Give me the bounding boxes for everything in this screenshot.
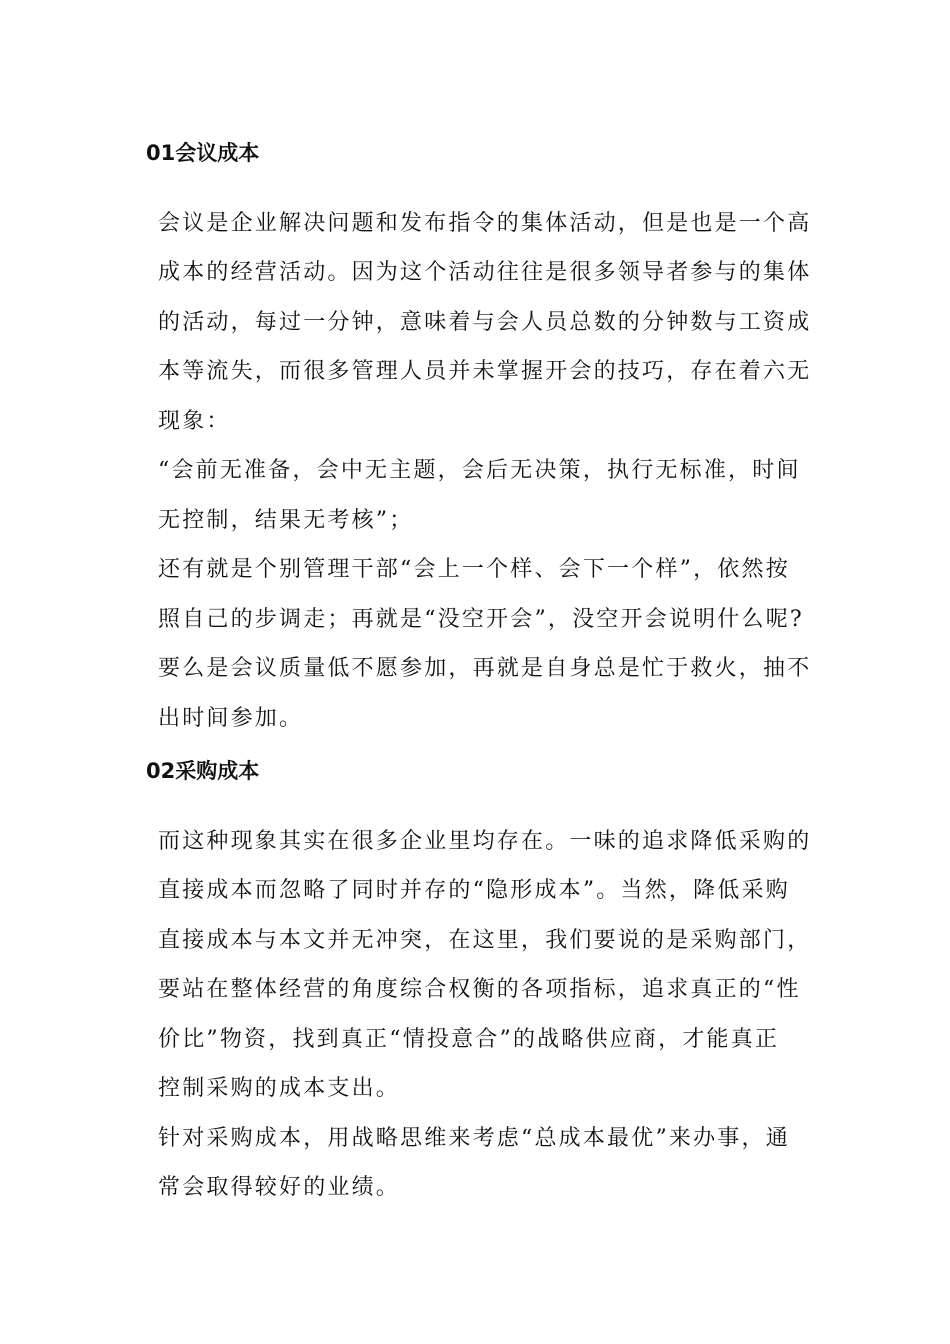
paragraph-line: 现象：	[158, 409, 231, 434]
paragraph-line: 无控制，结果无考核”；	[158, 508, 414, 533]
paragraph-line: 而这种现象其实在很多企业里均存在。一味的追求降低采购的	[158, 829, 812, 854]
section-heading-meeting-cost: 01会议成本	[146, 141, 260, 165]
paragraph-line: 本等流失，而很多管理人员并未掌握开会的技巧，存在着六无	[158, 359, 812, 384]
paragraph-line: 控制采购的成本支出。	[158, 1076, 401, 1101]
paragraph-line: 会议是企业解决问题和发布指令的集体活动，但是也是一个高	[158, 211, 812, 236]
paragraph-line: “会前无准备，会中无主题，会后无决策，执行无标准，时间	[158, 458, 801, 483]
paragraph-line: 的活动，每过一分钟，意味着与会人员总数的分钟数与工资成	[158, 310, 812, 335]
paragraph-line: 照自己的步调走；再就是“没空开会”，没空开会说明什么呢?	[158, 607, 804, 632]
paragraph-line: 成本的经营活动。因为这个活动往往是很多领导者参与的集体	[158, 260, 812, 285]
paragraph-line: 常会取得较好的业绩。	[158, 1175, 401, 1200]
paragraph-line: 直接成本而忽略了同时并存的“隐形成本”。当然，降低采购	[158, 878, 790, 903]
paragraph-line: 针对采购成本，用战略思维来考虑“总成本最优”来办事，通	[158, 1126, 790, 1151]
paragraph-line: 要么是会议质量低不愿参加，再就是自身总是忙于救火，抽不	[158, 656, 812, 681]
paragraph-line: 出时间参加。	[158, 706, 304, 731]
paragraph-line: 要站在整体经营的角度综合权衡的各项指标，追求真正的“性	[158, 977, 801, 1002]
paragraph-line: 直接成本与本文并无冲突，在这里，我们要说的是采购部门，	[158, 928, 812, 953]
paragraph-line: 还有就是个别管理干部“会上一个样、会下一个样”，依然按	[158, 557, 790, 582]
section-heading-purchasing-cost: 02采购成本	[146, 759, 260, 783]
paragraph-line: 价比”物资，找到真正“情投意合”的战略供应商，才能真正	[158, 1027, 780, 1052]
